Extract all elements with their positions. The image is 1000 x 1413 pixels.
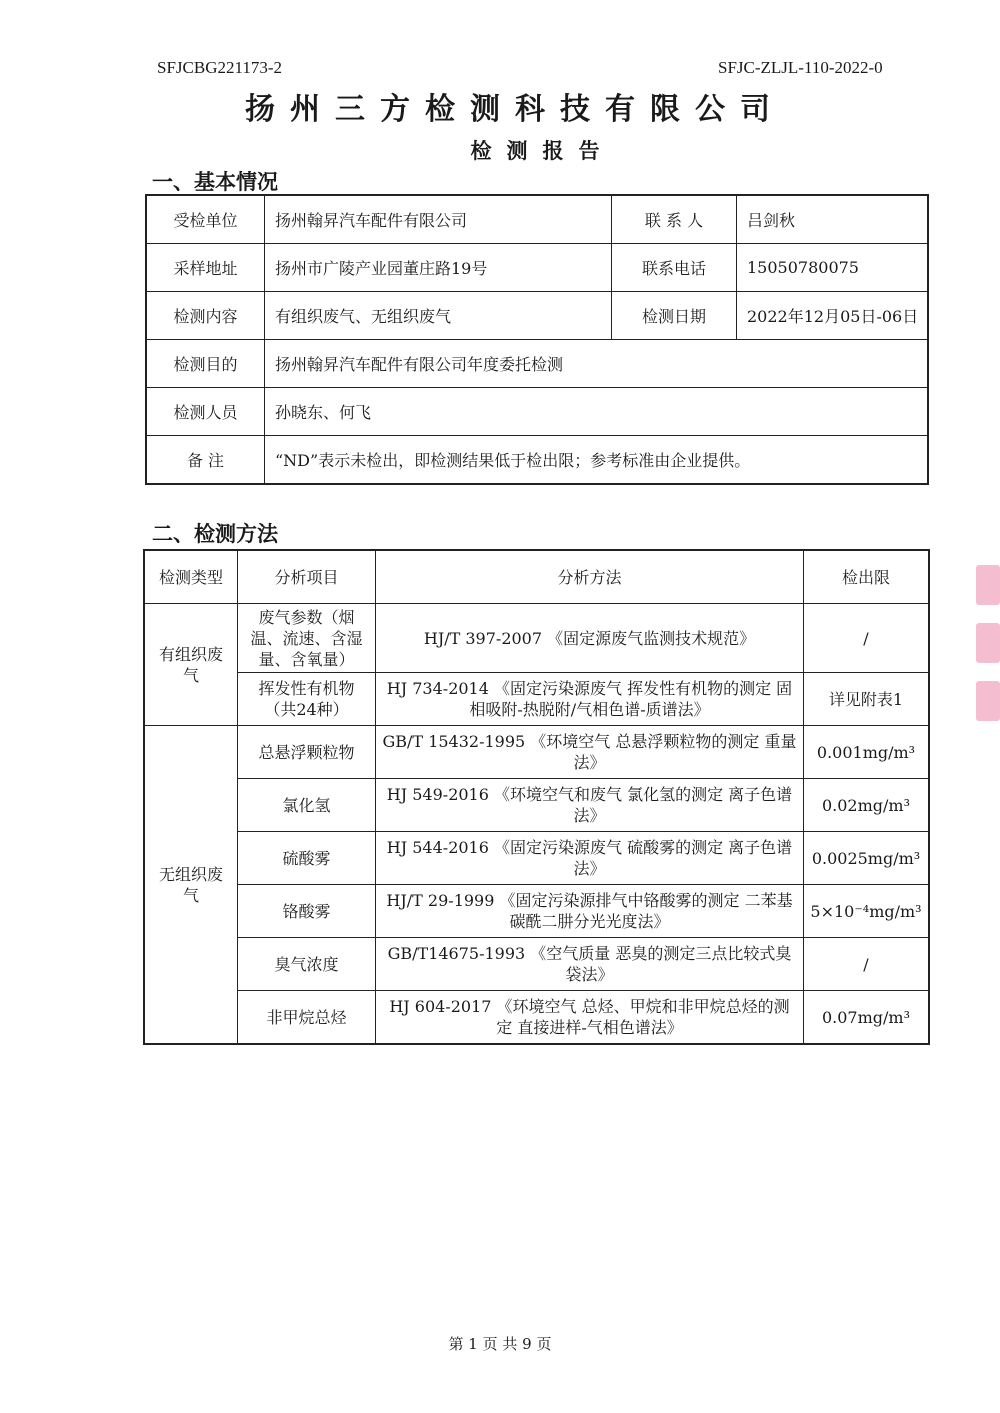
- seal-fragment: [976, 681, 1000, 721]
- item-cell: 废气参数（烟温、流速、含湿量、含氧量）: [238, 604, 376, 673]
- table-row: [146, 195, 928, 244]
- red-seal-stamp-edge: [976, 565, 1000, 755]
- method-cell: GB/T14675-1993 《空气质量 恶臭的测定三点比较式臭袋法》: [376, 938, 804, 991]
- method-cell: HJ 549-2016 《环境空气和废气 氯化氢的测定 离子色谱法》: [376, 779, 804, 832]
- report-title: 检测报告: [470, 138, 615, 163]
- item-cell: 氯化氢: [238, 779, 376, 832]
- sampling-address-value: 扬州市广陵产业园董庄路19号: [265, 244, 612, 292]
- seal-fragment: [976, 565, 1000, 605]
- type-cell-organized: 有组织废气: [144, 604, 238, 726]
- table-row: [144, 726, 929, 779]
- method-cell: HJ 604-2017 《环境空气 总烃、甲烷和非甲烷总烃的测定 直接进样-气相色谱法》: [376, 991, 804, 1045]
- item-cell: 硫酸雾: [238, 832, 376, 885]
- table-row: [144, 938, 929, 991]
- limit-cell: 0.07mg/m³: [804, 991, 930, 1045]
- column-header-type: 检测类型: [144, 550, 238, 604]
- table-row: [144, 885, 929, 938]
- table-row: [144, 832, 929, 885]
- remarks-value: “ND”表示未检出，即检测结果低于检出限；参考标准由企业提供。: [265, 436, 929, 485]
- section-basic-heading: 一、基本情况: [152, 169, 278, 194]
- contact-value: 吕剑秋: [737, 195, 929, 244]
- test-purpose-value: 扬州翰昇汽车配件有限公司年度委托检测: [265, 340, 929, 388]
- test-purpose-label: 检测目的: [146, 340, 265, 388]
- table-row: [146, 388, 928, 436]
- phone-value: 15050780075: [737, 244, 929, 292]
- method-cell: HJ 544-2016 《固定污染源废气 硫酸雾的测定 离子色谱法》: [376, 832, 804, 885]
- inspectors-label: 检测人员: [146, 388, 265, 436]
- report-number: SFJCBG221173-2: [157, 58, 283, 77]
- methods-table: [143, 549, 930, 1045]
- column-header-method: 分析方法: [376, 550, 804, 604]
- table-header-row: [144, 550, 929, 604]
- section-methods-heading: 二、检测方法: [152, 521, 278, 546]
- page-number: 第 1 页 共 9 页: [448, 1335, 552, 1353]
- table-row: [146, 292, 928, 340]
- item-cell: 臭气浓度: [238, 938, 376, 991]
- method-cell: GB/T 15432-1995 《环境空气 总悬浮颗粒物的测定 重量法》: [376, 726, 804, 779]
- contact-label: 联 系 人: [612, 195, 737, 244]
- limit-cell: 0.001mg/m³: [804, 726, 930, 779]
- phone-label: 联系电话: [612, 244, 737, 292]
- item-cell: 铬酸雾: [238, 885, 376, 938]
- test-content-label: 检测内容: [146, 292, 265, 340]
- seal-fragment: [976, 623, 1000, 663]
- method-cell: HJ/T 29-1999 《固定污染源排气中铬酸雾的测定 二苯基碳酰二肼分光光度法》: [376, 885, 804, 938]
- limit-cell: 0.02mg/m³: [804, 779, 930, 832]
- type-cell-unorganized: 无组织废气: [144, 726, 238, 1045]
- item-cell: 挥发性有机物（共24种）: [238, 673, 376, 726]
- table-row: [146, 340, 928, 388]
- remarks-label: 备 注: [146, 436, 265, 485]
- basic-info-table: [145, 194, 929, 485]
- table-row: [144, 604, 929, 673]
- inspected-unit-value: 扬州翰昇汽车配件有限公司: [265, 195, 612, 244]
- method-cell: HJ 734-2014 《固定污染源废气 挥发性有机物的测定 固相吸附-热脱附/气相色谱-质谱法》: [376, 673, 804, 726]
- sampling-address-label: 采样地址: [146, 244, 265, 292]
- limit-cell: /: [804, 604, 930, 673]
- table-row: [146, 244, 928, 292]
- test-date-value: 2022年12月05日-06日: [737, 292, 929, 340]
- table-row: [144, 991, 929, 1045]
- company-name: 扬州三方检测科技有限公司: [245, 92, 785, 127]
- test-date-label: 检测日期: [612, 292, 737, 340]
- limit-cell: 0.0025mg/m³: [804, 832, 930, 885]
- test-content-value: 有组织废气、无组织废气: [265, 292, 612, 340]
- column-header-item: 分析项目: [238, 550, 376, 604]
- table-row: [144, 673, 929, 726]
- limit-cell: /: [804, 938, 930, 991]
- inspected-unit-label: 受检单位: [146, 195, 265, 244]
- table-row: [144, 779, 929, 832]
- form-number: SFJC-ZLJL-110-2022-0: [718, 58, 883, 77]
- table-row: [146, 436, 928, 485]
- limit-cell: 5×10⁻⁴mg/m³: [804, 885, 930, 938]
- item-cell: 非甲烷总烃: [238, 991, 376, 1045]
- method-cell: HJ/T 397-2007 《固定源废气监测技术规范》: [376, 604, 804, 673]
- limit-cell: 详见附表1: [804, 673, 930, 726]
- inspectors-value: 孙晓东、何飞: [265, 388, 929, 436]
- column-header-limit: 检出限: [804, 550, 930, 604]
- item-cell: 总悬浮颗粒物: [238, 726, 376, 779]
